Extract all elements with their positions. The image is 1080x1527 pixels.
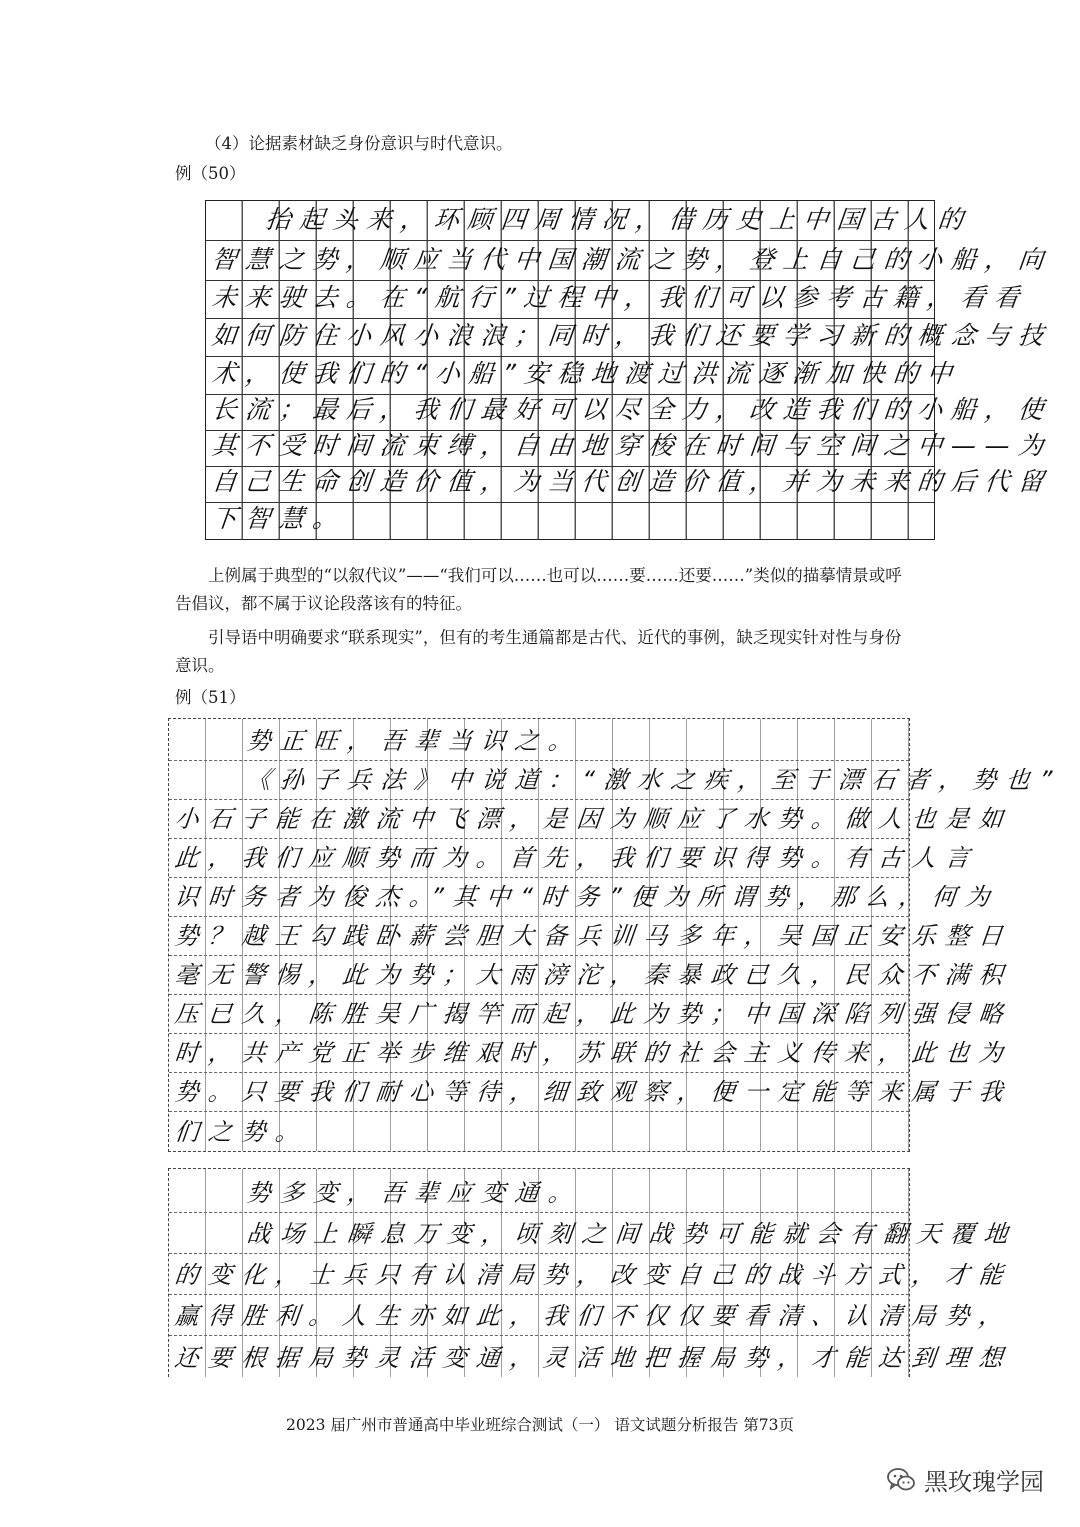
handwriting-line [206, 281, 1030, 319]
handwriting-scan-example-51-part-1 [168, 718, 1063, 1152]
handwriting-line-text: 的变化，士兵只有认清局势，改变自己的战斗方式，才能 [173, 1261, 1014, 1289]
page-footer: 2023 届广州市普通高中毕业班综合测试（一） 语文试题分析报告 第73页 [286, 1416, 794, 1434]
handwriting-line-text: 时，共产党正举步维艰时，苏联的社会主义传来，此也为 [173, 1039, 1014, 1067]
example-51-label: 例（51） [175, 688, 246, 707]
handwriting-line-text: 抬起头来，环顾四周情况，借历史上中国古人的 [264, 205, 973, 234]
handwriting-line [206, 201, 973, 241]
handwriting-line-text: 长流；最后，我们最好可以尽全力，改造我们的小船，使 [210, 395, 1054, 424]
handwriting-line-text: 此，我们应顺势而为。首先，我们要识得势。有古人言 [173, 844, 981, 872]
handwriting-line [169, 995, 1014, 1034]
handwriting-line [169, 800, 1014, 839]
handwriting-line [169, 956, 1014, 995]
handwriting-scan-example-50 [205, 200, 1054, 540]
handwriting-line [169, 1034, 1014, 1073]
handwriting-line-text: 小石子能在激流中飞漂，是因为顺应了水势。做人也是如 [173, 805, 1014, 833]
handwriting-line-text: 如何防住小风小浪浪；同时，我们还要学习新的概念与技 [210, 321, 1054, 350]
analysis-paragraph-1: 上例属于典型的“以叙代议”——“我们可以……也可以……要……还要……”类似的描摹情景或呼告倡议，都不属于议论段落该有的特征。 [175, 566, 902, 613]
handwriting-line [169, 839, 981, 878]
handwriting-line [206, 503, 934, 539]
handwriting-line-text: 识时务者为俊杰。”其中“时务”便为所谓势，那么，何为 [173, 883, 1001, 911]
handwriting-line-text: 术，使我们的“小船”安稳地渡过洪流逐渐加快的中 [210, 359, 963, 388]
section-heading: （4）论据素材缺乏身份意识与时代意识。 [205, 134, 513, 153]
wechat-icon [886, 1467, 916, 1493]
handwriting-line-text: 《孙子兵法》中说道：“激水之疾，至于漂石者，势也” [245, 766, 1063, 794]
handwriting-line-text: 战场上瞬息万变，顷刻之间战势可能就会有翻天覆地 [245, 1220, 1019, 1248]
handwriting-line [206, 319, 1054, 357]
handwriting-line-text: 未来驶去。在“航行”过程中，我们可以参考古籍，看看 [210, 283, 1030, 312]
handwriting-line [169, 1295, 1014, 1336]
watermark [886, 1462, 1044, 1497]
handwriting-line-text: 势？越王勾践卧薪尝胆大备兵训马多年，吴国正安乐整日 [173, 922, 1014, 950]
handwriting-line [169, 917, 1014, 956]
handwriting-line-text: 势多变，吾辈应变通。 [245, 1179, 584, 1207]
handwriting-line-text: 毫无警惕，此为势；大雨滂沱，秦暴政已久，民众不满积 [173, 961, 1014, 989]
handwriting-line [169, 1213, 1019, 1254]
handwriting-line [169, 1073, 1014, 1112]
handwriting-line-text: 压已久，陈胜吴广揭竿而起，此为势；中国深陷列强侵略 [173, 1000, 1014, 1028]
handwriting-line-text: 们之势。 [173, 1118, 311, 1146]
handwriting-line-text: 势。只要我们耐心等待，细致观察，便一定能等来属于我 [173, 1078, 1014, 1106]
handwriting-scan-example-51-part-2 [168, 1168, 1019, 1377]
handwriting-line-text: 其不受时间流束缚，自由地穿梭在时间与空间之中——为 [210, 431, 1054, 460]
analysis-paragraph-2: 引导语中明确要求“联系现实”，但有的考生通篇都是古代、近代的事例，缺乏现实针对性与身份意识。 [175, 628, 902, 675]
example-50-label: 例（50） [175, 164, 246, 183]
handwriting-line [169, 1336, 1014, 1377]
handwriting-line [206, 241, 1054, 281]
handwriting-line-text: 势正旺，吾辈当识之。 [245, 727, 584, 755]
handwriting-line [169, 719, 909, 761]
handwriting-line-text: 还要根据局势灵活变通，灵活地把握局势，才能达到理想 [173, 1344, 1014, 1372]
handwriting-line [169, 1254, 1014, 1295]
handwriting-line-text: 下智慧。 [210, 504, 348, 533]
handwriting-line-text: 智慧之势，顺应当代中国潮流之势，登上自己的小船，向 [210, 245, 1054, 274]
handwriting-line [169, 1112, 909, 1151]
handwriting-line [169, 878, 1001, 917]
handwriting-line-text: 赢得胜利。人生亦如此，我们不仅仅要看清、认清局势， [173, 1302, 1014, 1330]
handwriting-line [169, 1169, 909, 1213]
handwriting-line-text: 自己生命创造价值，为当代创造价值，并为未来的后代留 [210, 467, 1054, 496]
handwriting-line [206, 467, 1054, 503]
watermark-text: 黑玫瑰学园 [924, 1468, 1044, 1496]
handwriting-line [169, 761, 1063, 800]
